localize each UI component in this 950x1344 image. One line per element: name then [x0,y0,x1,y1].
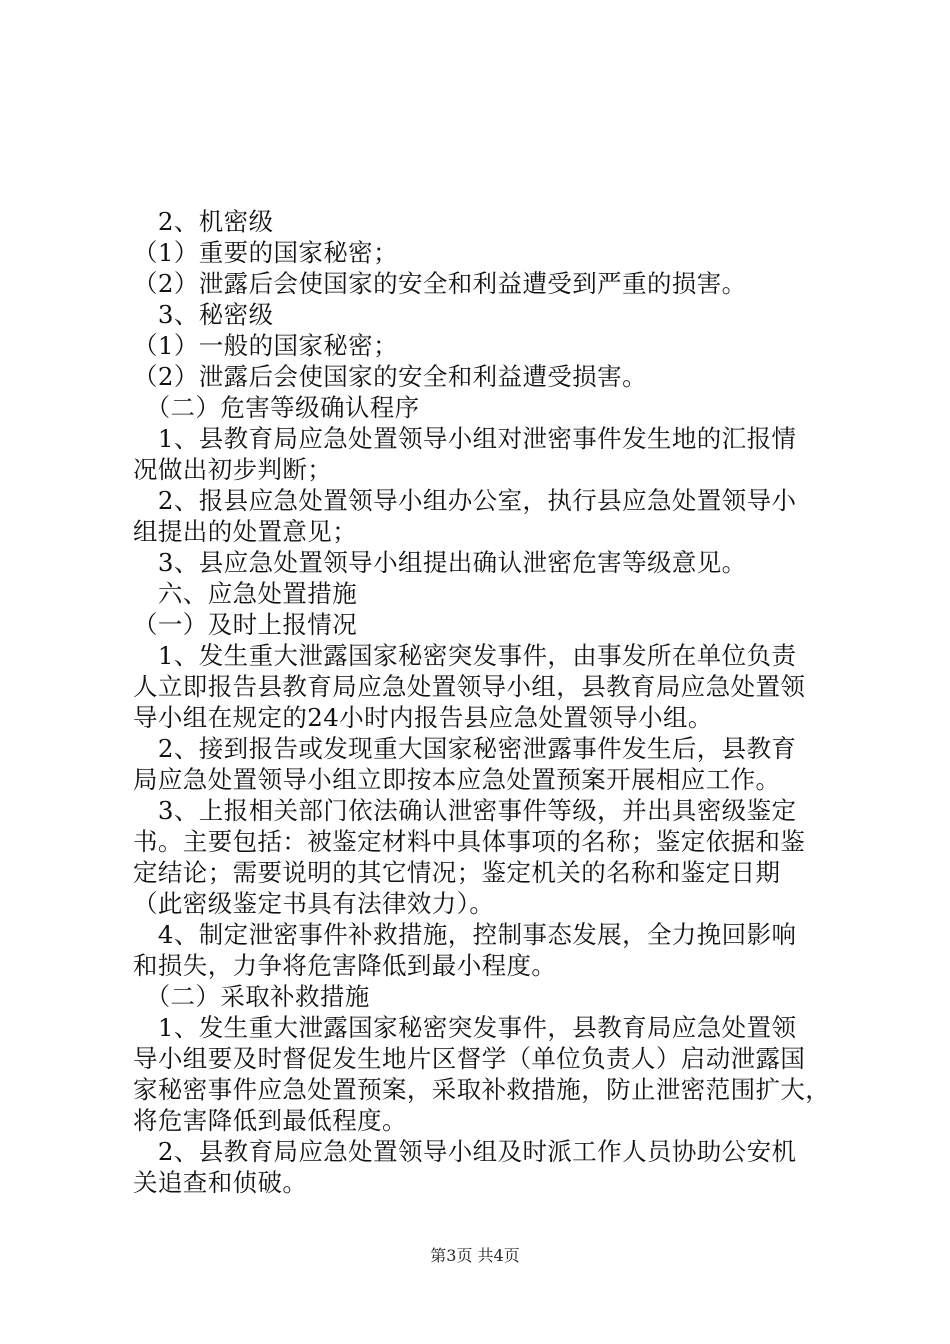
text-line: 2、县教育局应急处置领导小组及时派工作人员协助公安机 [133,1137,797,1166]
text-line: 2、报县应急处置领导小组办公室，执行县应急处置领导小 [133,486,797,515]
page-footer: 第3页 共4页 [430,1246,520,1265]
text-line: 1、县教育局应急处置领导小组对泄密事件发生地的汇报情 [133,424,797,453]
text-line: 2、接到报告或发现重大国家秘密泄露事件发生后，县教育 [133,734,797,763]
text-line: 将危害降低到最低程度。 [133,1106,407,1135]
text-line: 六、应急处置措施 [133,579,358,608]
text-line: （1）重要的国家秘密； [133,238,398,267]
text-line: 2、机密级 [133,207,274,236]
text-line: 和损失，力争将危害降低到最小程度。 [133,951,557,980]
text-line: 书。主要包括：被鉴定材料中具体事项的名称；鉴定依据和鉴 [133,827,806,856]
text-line: （2）泄露后会使国家的安全和利益遭受到严重的损害。 [133,269,747,298]
text-line: 组提出的处置意见； [133,517,358,546]
text-line: 3、上报相关部门依法确认泄密事件等级，并出具密级鉴定 [133,796,797,825]
text-line: 家秘密事件应急处置预案，采取补救措施，防止泄密范围扩大， [133,1075,831,1104]
text-line: 导小组要及时督促发生地片区督学（单位负责人）启动泄露国 [133,1044,806,1073]
text-line: 3、县应急处置领导小组提出确认泄密危害等级意见。 [133,548,747,577]
text-line: 导小组在规定的24小时内报告县应急处置领导小组。 [133,703,713,732]
text-line: （二）危害等级确认程序 [133,393,420,422]
text-line: （此密级鉴定书具有法律效力）。 [133,889,495,918]
text-line: 局应急处置领导小组立即按本应急处置预案开展相应工作。 [133,765,781,794]
text-line: （二）采取补救措施 [133,982,370,1011]
text-line: 1、发生重大泄露国家秘密突发事件，县教育局应急处置领 [133,1013,797,1042]
text-line: （一）及时上报情况 [133,610,358,639]
text-line: 人立即报告县教育局应急处置领导小组，县教育局应急处置领 [133,672,806,701]
text-line: 况做出初步判断； [133,455,333,484]
text-line: 1、发生重大泄露国家秘密突发事件，由事发所在单位负责 [133,641,797,670]
text-line: 定结论；需要说明的其它情况；鉴定机关的名称和鉴定日期 [133,858,781,887]
text-line: （1）一般的国家秘密； [133,331,398,360]
text-line: 3、秘密级 [133,300,274,329]
text-line: 关追查和侦破。 [133,1168,308,1197]
text-line: （2）泄露后会使国家的安全和利益遭受损害。 [133,362,647,391]
text-line: 4、制定泄密事件补救措施，控制事态发展，全力挽回影响 [133,920,797,949]
